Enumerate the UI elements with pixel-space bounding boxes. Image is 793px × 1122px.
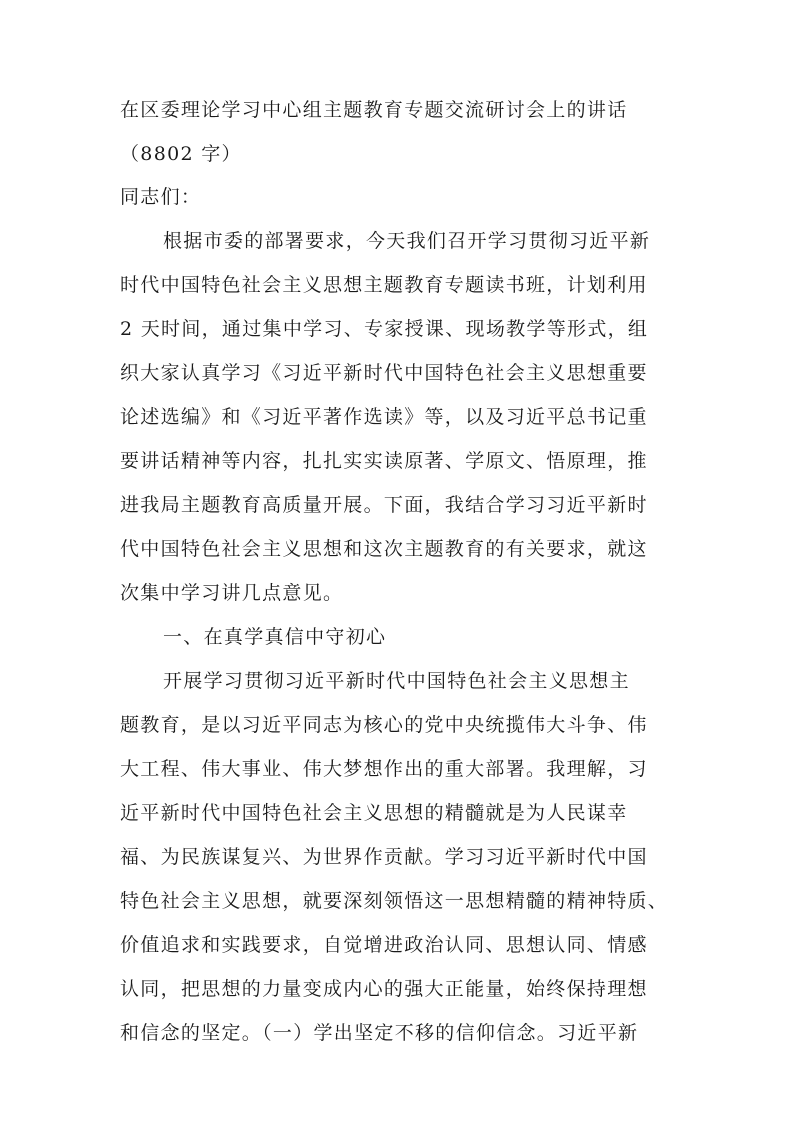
paragraph-line: 特色社会主义思想，就要深刻领悟这一思想精髓的精神特质、: [120, 890, 669, 912]
paragraph-line: 论述选编》和《习近平著作选读》等，以及习近平总书记重: [120, 406, 648, 428]
paragraph-line: 和信念的坚定。（一）学出坚定不移的信仰信念。习近平新: [120, 1022, 639, 1044]
paragraph-line: 2 天时间，通过集中学习、专家授课、现场教学等形式，组: [120, 318, 649, 340]
paragraph-line: 代中国特色社会主义思想和这次主题教育的有关要求，就这: [120, 538, 648, 560]
paragraph-line: 大工程、伟大事业、伟大梦想作出的重大部署。我理解，习: [120, 758, 648, 780]
document-title-line-2: （8802 字）: [120, 143, 242, 165]
section-heading: 一、在真学真信中守初心: [163, 626, 387, 648]
paragraph-line: 时代中国特色社会主义思想主题教育专题读书班，计划利用: [120, 274, 648, 296]
paragraph-line: 认同，把思想的力量变成内心的强大正能量，始终保持理想: [120, 978, 648, 1000]
paragraph-line: 福、为民族谋复兴、为世界作贡献。学习习近平新时代中国: [120, 846, 648, 868]
paragraph-line: 题教育，是以习近平同志为核心的党中央统揽伟大斗争、伟: [120, 714, 648, 736]
document-title-line-1: 在区委理论学习中心组主题教育专题交流研讨会上的讲话: [120, 99, 628, 121]
paragraph-line: 进我局主题教育高质量开展。下面，我结合学习习近平新时: [120, 494, 648, 516]
paragraph-line: 价值追求和实践要求，自觉增进政治认同、思想认同、情感: [120, 934, 648, 956]
paragraph-line: 开展学习贯彻习近平新时代中国特色社会主义思想主: [163, 670, 630, 692]
paragraph-line: 次集中学习讲几点意见。: [120, 582, 344, 604]
salutation: 同志们：: [120, 186, 202, 208]
paragraph-line: 要讲话精神等内容，扎扎实实读原著、学原文、悟原理，推: [120, 450, 648, 472]
paragraph-line: 近平新时代中国特色社会主义思想的精髓就是为人民谋幸: [120, 802, 628, 824]
paragraph-line: 根据市委的部署要求，今天我们召开学习贯彻习近平新: [163, 230, 651, 252]
paragraph-line: 织大家认真学习《习近平新时代中国特色社会主义思想重要: [120, 362, 648, 384]
